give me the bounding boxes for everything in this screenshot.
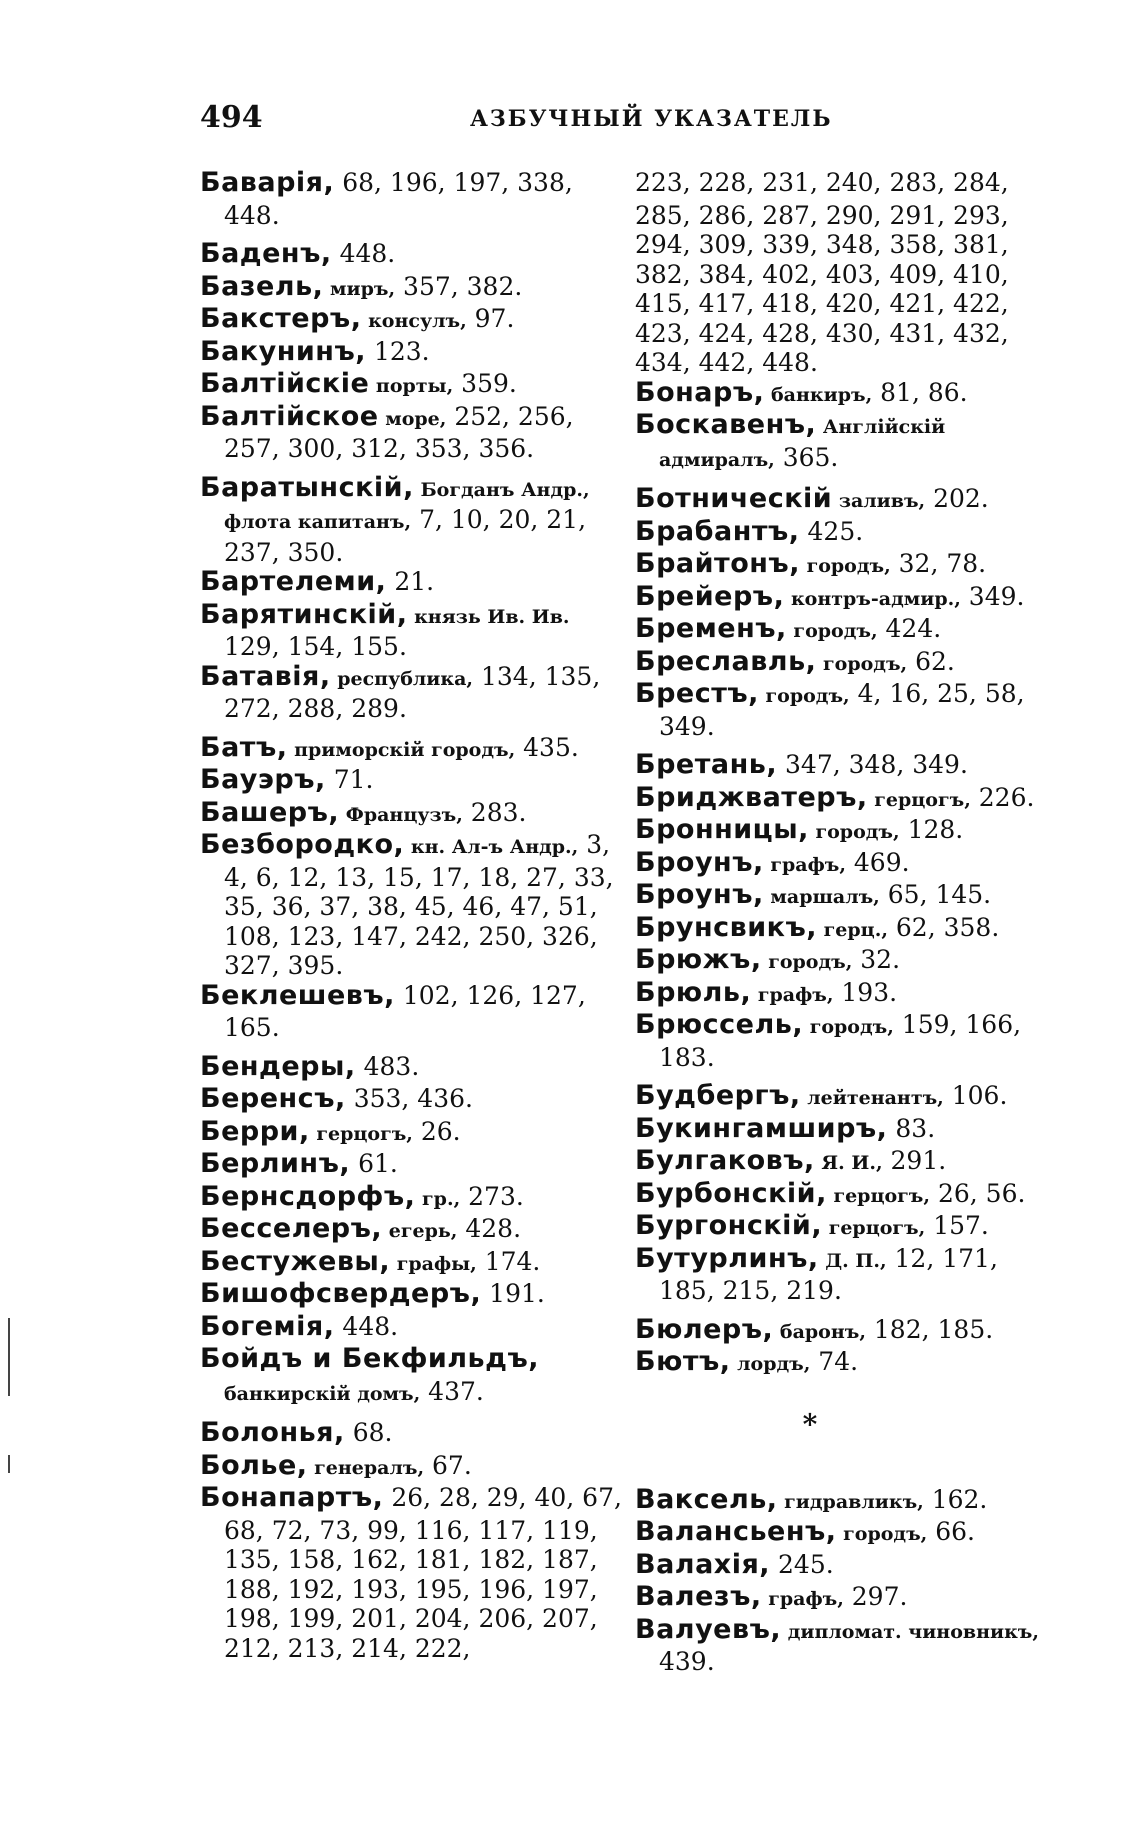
index-entry-nums: 61. bbox=[350, 1149, 398, 1178]
index-entry bbox=[200, 1149, 630, 1182]
index-entry-nums: 182, 185. bbox=[865, 1314, 994, 1344]
running-title: АЗБУЧНЫЙ УКАЗАТЕЛЬ bbox=[470, 106, 833, 132]
index-entry bbox=[200, 567, 630, 600]
index-entry-term: Бонаръ, bbox=[635, 376, 765, 408]
index-entry-desc: море, bbox=[378, 407, 447, 430]
index-entry bbox=[635, 783, 1045, 816]
index-entry-desc: лордъ, bbox=[730, 1353, 811, 1375]
index-entry-nums: 291. bbox=[882, 1146, 947, 1175]
index-entry-nums: 157. bbox=[925, 1211, 989, 1240]
index-entry-nums: 7, 10, 20, 21, 237, 350. bbox=[224, 505, 587, 567]
index-entry-term: Бартелеми, bbox=[200, 566, 387, 597]
index-entry bbox=[635, 913, 1045, 946]
index-entry-desc: Богданъ Андр., флота капитанъ, bbox=[224, 478, 590, 533]
index-entry-desc: герцогъ, bbox=[867, 788, 971, 811]
index-entry-nums: 349. bbox=[960, 581, 1025, 611]
index-entry-nums: 252, 256, 257, 300, 312, 353, 356. bbox=[224, 401, 574, 463]
index-entry-desc: банкиръ, bbox=[764, 383, 873, 406]
index-entry-nums: 283. bbox=[462, 797, 527, 827]
index-entry-nums: 425. bbox=[799, 516, 864, 546]
index-entry-nums: 81, 86. bbox=[872, 377, 968, 407]
index-entry bbox=[200, 1247, 630, 1280]
index-entry bbox=[200, 1483, 630, 1663]
index-entry-term: Бойдъ и Бекфильдъ, bbox=[200, 1343, 539, 1374]
index-entry-desc: городъ, bbox=[786, 620, 878, 642]
index-entry bbox=[635, 815, 1045, 848]
index-entry-term: Брунсвикъ, bbox=[635, 911, 818, 943]
index-entry-desc: республика, bbox=[330, 667, 474, 690]
index-entry-term: Букингамширъ, bbox=[635, 1112, 888, 1144]
index-entry-nums: 4, 16, 25, 58, 349. bbox=[659, 679, 1025, 741]
index-entry bbox=[635, 1146, 1045, 1179]
index-entry-desc: порты, bbox=[369, 375, 454, 397]
index-entry bbox=[200, 733, 630, 766]
index-entry-desc: миръ, bbox=[323, 277, 396, 300]
index-entry-nums: 359. bbox=[453, 369, 517, 398]
index-entry-desc: контръ-адмир., bbox=[784, 587, 961, 610]
index-entry-desc: консулъ, bbox=[361, 310, 467, 332]
index-entry-nums: 273. bbox=[460, 1181, 524, 1211]
index-entry-nums: 428. bbox=[457, 1214, 522, 1243]
index-entry-nums: 106. bbox=[943, 1081, 1008, 1110]
index-entry-nums: 32, 78. bbox=[890, 549, 987, 578]
index-entry-term: Брайтонъ, bbox=[635, 548, 800, 579]
index-entry-nums: 437. bbox=[420, 1376, 484, 1406]
index-entry-term: Беренсъ, bbox=[200, 1083, 346, 1114]
index-entry-term: Броунъ, bbox=[635, 879, 764, 910]
index-entry bbox=[200, 981, 630, 1043]
index-entry-term: Брабантъ, bbox=[635, 515, 800, 547]
index-entry bbox=[200, 1312, 630, 1345]
index-entry-desc: герц., bbox=[817, 918, 888, 941]
index-entry-term: Брюссель, bbox=[635, 1009, 804, 1040]
index-entry-nums: 128. bbox=[899, 815, 964, 844]
index-entry-term: Базель, bbox=[200, 270, 324, 302]
index-entry-nums: 74. bbox=[810, 1347, 859, 1376]
index-entry-term: Бургонскій, bbox=[635, 1210, 823, 1241]
index-column-left bbox=[200, 168, 630, 1663]
index-entry-nums: 202. bbox=[925, 484, 989, 513]
index-entry-term: Богемія, bbox=[200, 1310, 335, 1342]
index-entry-nums: 26, 28, 29, 40, 67, 68, 72, 73, 99, 116, 117, 119, 135, 158, 162, 181, 182, 187, 188, 192, 193, 195, 196, 197, 198, 199, 201, 204, 206, 207, 212, 213, 214, 222, bbox=[224, 1483, 622, 1663]
index-entry bbox=[635, 647, 1045, 680]
index-entry bbox=[635, 549, 1045, 582]
index-entry bbox=[635, 1347, 1045, 1380]
section-separator: * bbox=[802, 1407, 818, 1441]
index-entry bbox=[200, 1052, 630, 1085]
index-entry-nums: 66. bbox=[927, 1517, 976, 1546]
index-entry-term: Брюжъ, bbox=[635, 944, 762, 975]
index-entry-nums: 12, 171, 185, 215, 219. bbox=[659, 1243, 998, 1305]
index-entry bbox=[200, 369, 630, 402]
index-entry-nums: 448. bbox=[331, 239, 396, 268]
index-entry-term: Брюль, bbox=[635, 976, 752, 1008]
index-entry-nums: 129, 154, 155. bbox=[224, 632, 407, 661]
index-entry-desc: банкирскій домъ, bbox=[224, 1382, 421, 1405]
index-entry-nums: 162. bbox=[923, 1484, 988, 1514]
index-entry-term: Батъ, bbox=[200, 731, 288, 763]
index-entry bbox=[200, 765, 630, 798]
index-entry-desc: городъ, bbox=[761, 951, 853, 973]
index-entry-desc: герцогъ, bbox=[826, 1184, 931, 1207]
index-entry-desc: городъ, bbox=[799, 555, 891, 577]
index-entry-term: Бретань, bbox=[635, 749, 778, 780]
index-entry bbox=[635, 679, 1045, 741]
index-entry-term: Валезъ, bbox=[635, 1581, 762, 1612]
index-entry-term: Валансьенъ, bbox=[635, 1516, 837, 1547]
index-entry-desc: графъ, bbox=[751, 983, 834, 1006]
index-entry-desc: герцогъ, bbox=[309, 1122, 413, 1145]
index-entry bbox=[200, 337, 630, 370]
index-entry-term: Бендеры, bbox=[200, 1050, 356, 1082]
index-entry-desc: кн. Ал-ъ Андр., bbox=[404, 836, 579, 858]
index-entry-desc: Французъ, bbox=[339, 803, 463, 826]
index-entry bbox=[200, 1279, 630, 1312]
index-entry bbox=[200, 1117, 630, 1150]
index-entry-term: Батавія, bbox=[200, 660, 331, 692]
index-entry-nums: 3, 4, 6, 12, 13, 15, 17, 18, 27, 33, 35, 36, 37, 38, 45, 46, 47, 51, 108, 123, 147, 242, 250, 326, 327, 395. bbox=[224, 830, 614, 980]
index-entry bbox=[635, 1081, 1045, 1114]
index-entry-term: Валахія, bbox=[635, 1548, 771, 1580]
index-entries-v bbox=[635, 1485, 1045, 1677]
index-entry-desc: лейтенантъ, bbox=[800, 1087, 944, 1109]
index-entry-nums: 439. bbox=[659, 1647, 715, 1676]
index-entry-desc: городъ, bbox=[816, 652, 908, 675]
index-entry bbox=[200, 304, 630, 337]
index-entry-desc: маршалъ, bbox=[763, 886, 880, 908]
index-entry-term: Бронницы, bbox=[635, 814, 809, 845]
index-entry bbox=[200, 798, 630, 831]
index-entry bbox=[635, 614, 1045, 647]
index-entry-term: Бременъ, bbox=[635, 613, 787, 644]
index-entry-desc: городъ, bbox=[803, 1016, 894, 1038]
index-entry bbox=[635, 378, 1045, 411]
index-entry bbox=[635, 484, 1045, 517]
index-entry-nums: 102, 126, 127, 165. bbox=[224, 980, 586, 1042]
index-entry-nums: 435. bbox=[515, 732, 579, 762]
index-entry bbox=[635, 978, 1045, 1011]
index-entry-term: Болье, bbox=[200, 1449, 308, 1481]
index-entry-term: Булгаковъ, bbox=[635, 1145, 815, 1176]
index-entry bbox=[635, 410, 1045, 475]
index-entry-nums: 223, 228, 231, 240, 283, 284, 285, 286, 287, 290, 291, 293, 294, 309, 339, 348, 358, 381, 382, 384, 402, 403, 409, 410, 415, 417, 418, 420, 421, 422, 423, 424, 428, 430, 431, 432, 434, 442, 448. bbox=[635, 168, 1009, 377]
index-entry-term: Бонапартъ, bbox=[200, 1482, 384, 1513]
index-entry-nums: 26, 56. bbox=[930, 1178, 1026, 1208]
index-entry bbox=[200, 600, 630, 662]
index-entry-term: Берри, bbox=[200, 1115, 310, 1147]
index-entry-term: Баварія, bbox=[200, 167, 335, 198]
page-number: 494 bbox=[200, 100, 263, 135]
index-entry-term: Бутурлинъ, bbox=[635, 1242, 819, 1274]
index-entry-nums: 226. bbox=[970, 782, 1035, 812]
index-entry-nums: 245. bbox=[770, 1549, 834, 1579]
index-entry-term: Берлинъ, bbox=[200, 1148, 351, 1179]
index-entry bbox=[635, 1179, 1045, 1212]
index-entry-nums: 68, 196, 197, 338, 448. bbox=[224, 168, 573, 230]
index-entry-nums: 191. bbox=[481, 1279, 545, 1308]
index-entry bbox=[635, 168, 1045, 378]
index-entry-desc: генералъ, bbox=[307, 1456, 425, 1479]
index-entry-desc: дипломат. чиновникъ, bbox=[781, 1620, 1039, 1643]
index-entry bbox=[200, 1451, 630, 1484]
index-entry-term: Бакстеръ, bbox=[200, 303, 362, 334]
index-entry-desc: Д. П., bbox=[818, 1249, 887, 1272]
index-entry-term: Брестъ, bbox=[635, 678, 759, 709]
index-entry-term: Бесселеръ, bbox=[200, 1213, 383, 1244]
index-entry-term: Бютъ, bbox=[635, 1346, 731, 1377]
index-entry bbox=[635, 880, 1045, 913]
index-entry-nums: 97. bbox=[466, 304, 515, 333]
index-entry-term: Башеръ, bbox=[200, 796, 340, 828]
index-entry bbox=[200, 473, 630, 568]
index-entry-nums: 65, 145. bbox=[879, 880, 992, 909]
index-entry-nums: 365. bbox=[774, 442, 839, 472]
index-entry bbox=[635, 1244, 1045, 1306]
index-entry-nums: 123. bbox=[366, 336, 430, 366]
index-entry bbox=[200, 1418, 630, 1451]
index-entry-desc: городъ, bbox=[758, 685, 850, 707]
index-entry-term: Барятинскій, bbox=[200, 598, 408, 630]
index-entry-nums: 297. bbox=[843, 1582, 908, 1611]
index-entry bbox=[635, 1517, 1045, 1550]
index-entry-nums: 159, 166, 183. bbox=[659, 1010, 1022, 1072]
index-entry bbox=[200, 662, 630, 724]
index-entry bbox=[635, 848, 1045, 881]
index-entry bbox=[200, 1084, 630, 1117]
index-entry-nums: 21. bbox=[386, 567, 435, 596]
index-entry bbox=[200, 272, 630, 305]
index-entry-desc: гидравликъ, bbox=[777, 1490, 924, 1513]
index-entry bbox=[635, 1010, 1045, 1072]
index-entry bbox=[200, 168, 630, 230]
index-entry-term: Бюлеръ, bbox=[635, 1313, 774, 1345]
index-entry-nums: 134, 135, 272, 288, 289. bbox=[224, 661, 601, 723]
index-entry-nums: 353, 436. bbox=[345, 1084, 473, 1113]
index-entry-nums: 62. bbox=[907, 646, 955, 676]
index-entry-desc: баронъ, bbox=[773, 1320, 866, 1343]
index-entry-term: Бакунинъ, bbox=[200, 335, 366, 367]
index-entry-desc: графы, bbox=[390, 1252, 477, 1275]
index-entry-nums: 26. bbox=[412, 1116, 461, 1146]
index-entry-term: Ботническій bbox=[635, 483, 833, 514]
index-entry bbox=[200, 402, 630, 464]
index-entry-term: Будбергъ, bbox=[635, 1080, 801, 1111]
index-entry-nums: 68. bbox=[344, 1418, 393, 1447]
index-entry bbox=[200, 1344, 630, 1409]
index-entry bbox=[635, 1550, 1045, 1583]
index-entry-term: Безбородко, bbox=[200, 829, 405, 860]
margin-mark bbox=[8, 1318, 10, 1396]
index-entry bbox=[635, 1485, 1045, 1518]
index-entry-term: Броунъ, bbox=[635, 846, 764, 878]
index-entry bbox=[200, 239, 630, 272]
index-entry-nums: 357, 382. bbox=[395, 271, 523, 301]
index-entry-term: Баденъ, bbox=[200, 238, 332, 269]
index-entry-term: Бауэръ, bbox=[200, 764, 326, 795]
index-entry bbox=[635, 1211, 1045, 1244]
index-entry bbox=[200, 1214, 630, 1247]
index-entry-nums: 83. bbox=[887, 1113, 936, 1143]
index-entry-desc: заливъ, bbox=[832, 490, 926, 512]
index-entry-desc: Я. И., bbox=[814, 1152, 883, 1174]
index-entry-nums: 32. bbox=[852, 945, 901, 974]
index-entry-term: Брейеръ, bbox=[635, 580, 785, 612]
index-entry bbox=[635, 582, 1045, 615]
index-entry bbox=[635, 1582, 1045, 1615]
index-entry-term: Балтійскіе bbox=[200, 368, 370, 399]
index-entry-term: Бернсдорфъ, bbox=[200, 1180, 416, 1212]
index-entry-term: Валуевъ, bbox=[635, 1613, 782, 1645]
index-entry-nums: 71. bbox=[325, 765, 374, 794]
index-entry-nums: 67. bbox=[424, 1450, 472, 1480]
index-entry-desc: графъ, bbox=[763, 853, 846, 876]
index-entry-nums: 469. bbox=[845, 847, 910, 877]
index-entry-nums: 483. bbox=[355, 1051, 420, 1081]
index-entry-desc: Англійскій адмиралъ, bbox=[659, 416, 946, 471]
index-entry-term: Бестужевы, bbox=[200, 1245, 391, 1277]
index-entry bbox=[635, 1114, 1045, 1147]
index-entry-nums: 174. bbox=[476, 1246, 541, 1276]
index-entry-nums: 62, 358. bbox=[887, 912, 1000, 942]
index-entry-desc: егерь, bbox=[382, 1220, 458, 1242]
index-entry-nums: 424. bbox=[877, 614, 942, 643]
index-column-right bbox=[635, 168, 1045, 1677]
index-entry-term: Бурбонскій, bbox=[635, 1177, 827, 1209]
index-entry bbox=[200, 830, 630, 981]
index-entry bbox=[635, 945, 1045, 978]
index-entry bbox=[635, 517, 1045, 550]
index-entry-term: Беклешевъ, bbox=[200, 979, 395, 1011]
index-entry bbox=[635, 1615, 1045, 1677]
index-entry-desc: городъ, bbox=[836, 1523, 928, 1545]
index-entry bbox=[635, 750, 1045, 783]
index-entries-b bbox=[635, 168, 1045, 1380]
index-entry-term: Баратынскій, bbox=[200, 471, 414, 503]
index-entry-desc: приморскій городъ, bbox=[287, 738, 516, 761]
index-entry bbox=[200, 1182, 630, 1215]
page-header bbox=[200, 100, 960, 140]
index-entry-term: Ваксель, bbox=[635, 1483, 778, 1515]
index-entry-term: Болонья, bbox=[200, 1417, 345, 1448]
index-entry-desc: гр., bbox=[415, 1187, 461, 1210]
index-entry bbox=[635, 1315, 1045, 1348]
index-entry-term: Боскавенъ, bbox=[635, 409, 817, 440]
index-entry-desc: графъ, bbox=[761, 1588, 844, 1610]
index-entry-nums: 448. bbox=[334, 1311, 399, 1341]
index-entry-term: Балтійское bbox=[200, 400, 379, 432]
index-entry-desc: герцогъ, bbox=[822, 1217, 926, 1239]
index-entry-desc: князь Ив. Ив. bbox=[407, 605, 570, 628]
index-entry-nums: 193. bbox=[833, 977, 898, 1007]
index-entry-term: Бриджватеръ, bbox=[635, 781, 868, 813]
index-entry-nums: 347, 348, 349. bbox=[777, 750, 968, 779]
index-entry-desc: городъ, bbox=[808, 821, 900, 843]
index-entry-term: Бишофсвердеръ, bbox=[200, 1278, 482, 1309]
index-entry-term: Бреславль, bbox=[635, 645, 817, 677]
margin-mark bbox=[8, 1455, 10, 1473]
